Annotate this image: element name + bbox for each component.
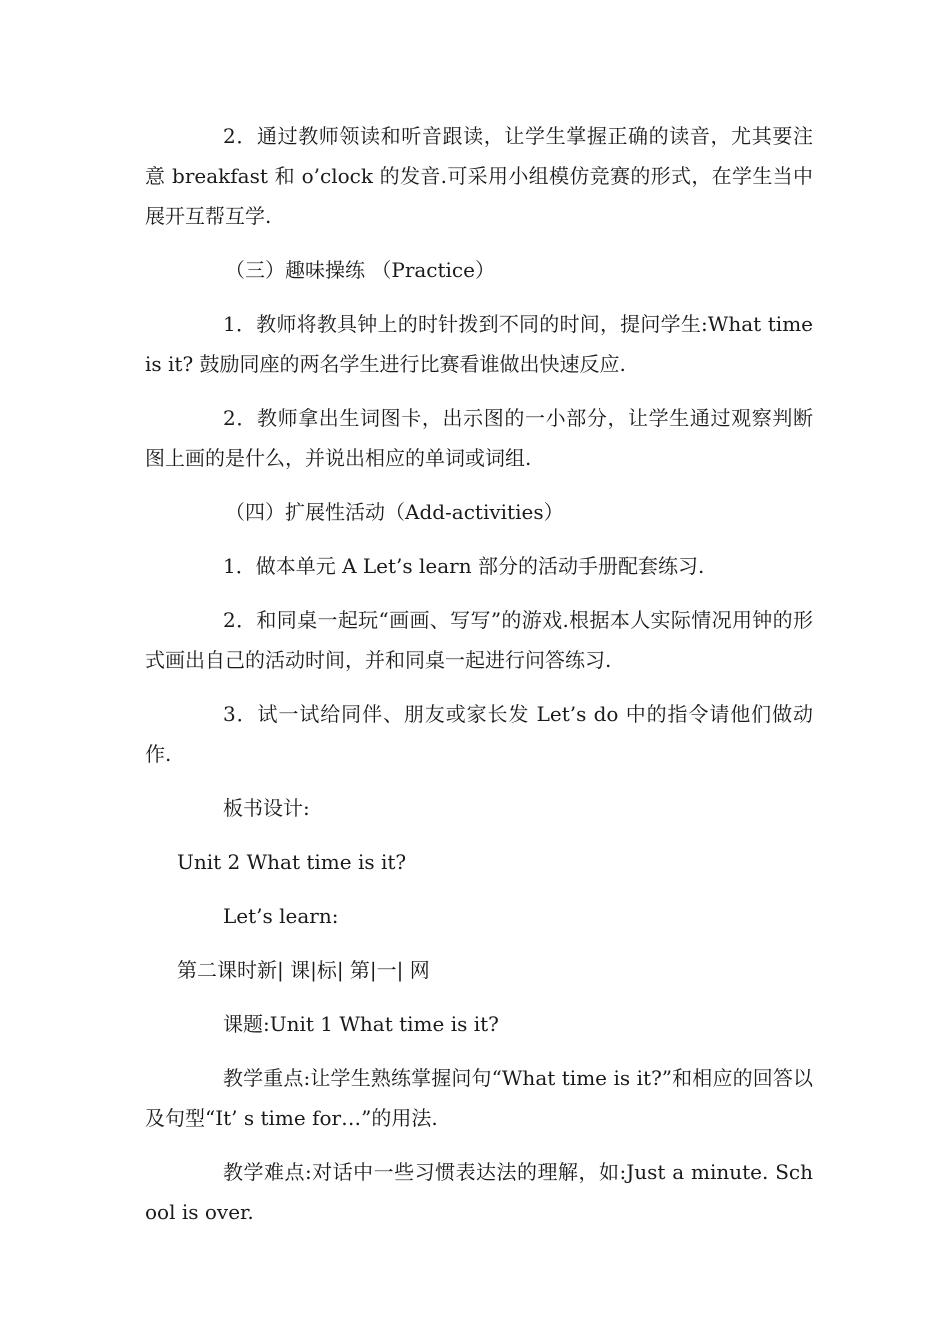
paragraph-key-points: 教学重点:让学生熟练掌握问句“What time is it?”和相应的回答以及句型“It’ s time for…”的用法. <box>145 1066 813 1130</box>
section-heading-add-activities: （四）扩展性活动（Add-activities） <box>225 500 564 524</box>
document-page <box>145 116 813 1246</box>
paragraph-board-design: 板书设计: <box>223 796 310 820</box>
paragraph-clock-activity: 1．教师将教具钟上的时针拨到不同的时间，提问学生:What time is it? 鼓励同座的两名学生进行比赛看谁做出快速反应. <box>145 312 813 376</box>
paragraph-workbook: 1．做本单元 A Let’s learn 部分的活动手册配套练习. <box>223 554 705 578</box>
paragraph-difficulties: 教学难点:对话中一些习惯表达法的理解，如:Just a minute. School is over. <box>145 1160 813 1224</box>
paragraph-instructions: 3．试一试给同伴、朋友或家长发 Let’s do 中的指令请他们做动作. <box>145 702 813 766</box>
paragraph-unit-title: Unit 2 What time is it? <box>177 850 407 874</box>
paragraph-picture-cards: 2．教师拿出生词图卡，出示图的一小部分，让学生通过观察判断图上画的是什么，并说出相应的单词或词组. <box>145 406 813 470</box>
paragraph-second-lesson: 第二课时新| 课|标| 第|一| 网 <box>177 958 430 982</box>
paragraph-lets-learn: Let’s learn: <box>223 904 339 928</box>
paragraph-reading-practice: 2．通过教师领读和听音跟读，让学生掌握正确的读音，尤其要注意 breakfast 和 o’clock 的发音.可采用小组模仿竞赛的形式，在学生当中展开互帮互学. <box>145 124 813 228</box>
section-heading-practice: （三）趣味操练 （Practice） <box>225 258 495 282</box>
paragraph-lesson-topic: 课题:Unit 1 What time is it? <box>223 1012 499 1036</box>
paragraph-draw-write-game: 2．和同桌一起玩“画画、写写”的游戏.根据本人实际情况用钟的形式画出自己的活动时间，并和同桌一起进行问答练习. <box>145 608 813 672</box>
